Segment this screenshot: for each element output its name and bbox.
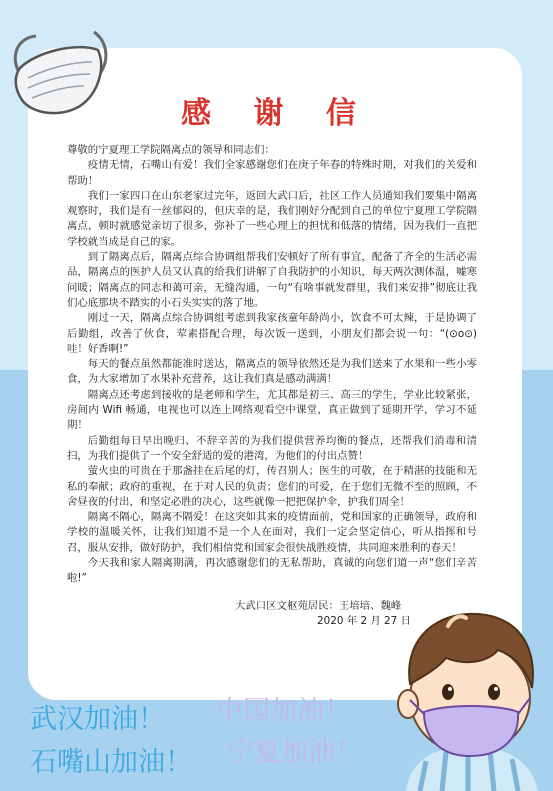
letter-paragraph: 刚过一天，隔离点综合协调组考虑到我家孩童年龄尚小，饮食不可太辣，于是协调了后勤组，改善了伙食，荤素搭配合理，每次饭一送到，小朋友们都会说一句：“(⊙o⊙)哇！好香啊!”: [67, 312, 477, 355]
slogan-china: 中国加油！: [216, 696, 351, 727]
letter-paragraph: 后勤组每日早出晚归、不辞辛苦的为我们提供营养均衡的餐点，还帮我们消毒和清扫，为我们提供了一个安全舒适的爱的港湾，为他们的付出点赞！: [67, 434, 477, 462]
signature-name: 大武口区文枢苑居民：王培培、魏峰: [235, 600, 402, 612]
letter-title: 感 谢 信: [181, 96, 372, 131]
letter-paragraph: 到了隔离点后，隔离点综合协调组帮我们安顿好了所有事宜，配备了齐全的生活必需品，隔离点的医护人员又认真的给我们讲解了自我防护的小知识，每天两次测体温，嘘寒问暖；隔离点的同志和蔼可亲，无缝沟通，一句“有啥事就发群里，我们来安排”彻底让我们心底那块不踏实的小石头实实的落了地。: [67, 251, 477, 309]
letter-paragraph: 隔离点还考虑到接收的是老师和学生，尤其都是初三、高三的学生，学业比较紧张，房间内 Wifi 畅通，电视也可以连上网络观看空中课堂，真正做到了延期开学，学习不延期！: [67, 388, 477, 432]
signature-date: 2020 年 2 月 27 日: [317, 615, 411, 627]
letter-signature: [235, 599, 411, 629]
letter-paragraph: 萤火虫的可贵在于那盏挂在后尾的灯，传召别人；医生的可敬，在于精湛的技能和无私的奉献；政府的重视，在于对人民的负责；您们的可爱，在于您们无微不至的照顾，不舍昼夜的付出，和坚定必胜的决心，这些就像一把把保护伞，护我们周全！: [67, 465, 477, 508]
letter-paragraph: 今天我和家人隔离期满，再次感谢您们的无私帮助，真诚的向您们道一声“您们辛苦啦!”: [67, 557, 477, 585]
letter-body: [67, 143, 477, 587]
slogan-ningxia: 宁夏加油！: [227, 737, 362, 768]
slogan-shizuishan: 石嘴山加油！: [30, 747, 192, 778]
slogan-wuhan: 武汉加油！: [30, 704, 165, 735]
letter-paragraph: 每天的餐点虽然都能准时送达，隔离点的领导依然还是为我们送来了水果和一些小零食，为大家增加了水果补充营养，这让我们真是感动满满！: [67, 358, 477, 386]
boy-with-mask-illustration: [386, 596, 553, 791]
letter-paragraph: 我们一家四口在山东老家过完年，返回大武口后，社区工作人员通知我们要集中隔离观察时，我们是有一丝郁闷的，但庆幸的是，我们刚好分配到自己的单位宁夏理工学院隔离点，顿时就感觉亲切了很多，弥补了一些心理上的担忧和低落的情绪，因为我们一直把学校就当成是自己的家。: [67, 189, 477, 248]
letter-paragraph: 疫情无情，石嘴山有爱！我们全家感谢您们在庚子年春的特殊时期，对我们的关爱和帮助！: [67, 159, 477, 187]
letter-salutation: 尊敬的宁夏理工学院隔离点的领导和同志们：: [67, 144, 275, 156]
letter-paragraph: 隔离不隔心，隔离不隔爱！在这突如其来的疫情面前，党和国家的正确领导，政府和学校的温暖关怀，让我们知道不是一个人在面对，我们一定会坚定信心，听从指挥和号召，服从安排，做好防护，我们相信党和国家会很快战胜疫情，共同迎来胜利的春天！: [67, 511, 477, 554]
